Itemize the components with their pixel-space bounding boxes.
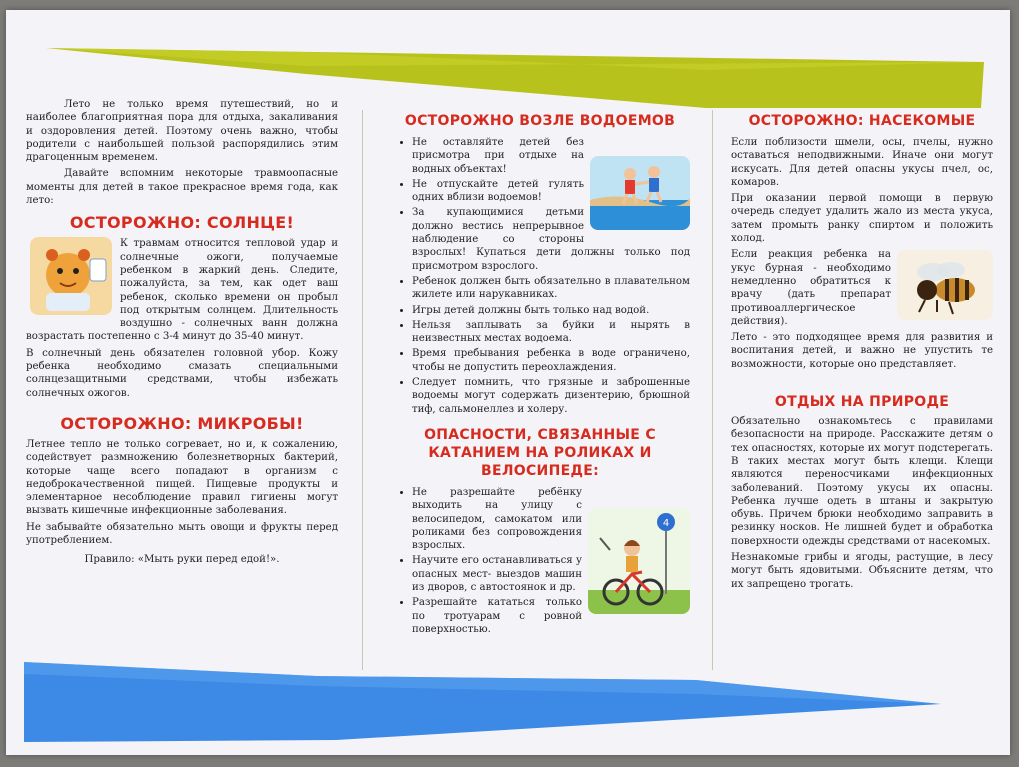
list-item: • Не оставляйте детей без присмотра при отдыхе на водных объектах!: [412, 136, 690, 176]
insects-heading: ОСТОРОЖНО: НАСЕКОМЫЕ: [748, 113, 976, 129]
child-on-bicycle-illustration: [588, 508, 690, 614]
column-water-safety: [390, 98, 690, 638]
sun-text: К травмам относится тепловой удар и солнечные ожоги, получаемые ребенком в жаркий день. Следите, пожалуйста, за тем, как одет ваш ребенок, сколько времени он пробыл под открытым солнцем. Длительность воздушно - солнечных ванн должна возрастать постепенно с 3-4 минут до 35-40 минут.: [26, 238, 338, 343]
children-at-water-illustration: [590, 156, 690, 230]
insects-text-3: Если реакция ребенка на укус бурная - необходимо немедленно обратиться к врачу (дать препарат противоаллергическое действия).: [731, 249, 891, 327]
column-summer-safety: [26, 98, 338, 570]
insects-text: Если поблизости шмели, осы, пчелы, нужно оставаться неподвижными. Иначе они могут искусать. Для детей опасны укусы пчел, ос, комаров.: [731, 137, 993, 188]
insects-text-2: При оказании первой помощи в первую очередь следует удалить жало из места укуса, затем промыть ранку спиртом и положить холод.: [731, 193, 993, 245]
germs-heading: ОСТОРОЖНО: МИКРОБЫ!: [60, 413, 304, 433]
column-divider-right: [712, 110, 713, 670]
sun-heading: ОСТОРОЖНО: СОЛНЦЕ!: [69, 213, 295, 233]
list-item: • Ребенок должен быть обязательно в плавательном жилете или нарукавниках.: [412, 275, 690, 302]
intro-paragraph-2: Давайте вспомним некоторые травмоопасные моменты для детей в такое прекрасное время года, как лето:: [26, 168, 338, 207]
nature-text-2: Незнакомые грибы и ягоды, растущие, в лесу могут быть ядовитыми. Объясните детям, что их запрещено трогать.: [731, 552, 993, 590]
intro-paragraph: Лето не только время путешествий, но и наиболее благоприятная пора для отдыха, закаливания и оздоровления детей. Поэтому очень важно, чтобы родители с наибольшей пользой распорядились этим драгоценным временем.: [26, 99, 338, 164]
germs-text: Летнее тепло не только согревает, но и, к сожалению, содействует размножению болезнетворных бактерий, которые чаще всего попадают в организм с недоброкачественной пищей. Пищевые продукты и элементарное несоблюдение правил гигиены могут вызвать кишечные инфекционные заболевания.: [26, 438, 338, 517]
water-heading: ОСТОРОЖНО ВОЗЛЕ ВОДОЕМОВ: [404, 113, 676, 129]
sun-text-2: В солнечный день обязателен головной убор. Кожу ребенка необходимо смазать специальными солнцезащитными средствами, чтобы избежать солнечных ожогов.: [26, 347, 338, 399]
list-item: • Не разрешайте ребёнку выходить на улицу с велосипедом, самокатом или роликами без сопровождения взрослых.: [412, 486, 690, 552]
road-sign-number: 4: [662, 517, 670, 529]
sunburned-child-illustration: [30, 237, 112, 315]
bottom-blue-band: [6, 650, 1010, 755]
list-item: • Не отпускайте детей гулять одних вблизи водоемов!: [412, 178, 690, 205]
list-item: • Игры детей должны быть только над водой.: [412, 304, 690, 317]
skate-heading: ОПАСНОСТИ, СВЯЗАННЫЕ С КАТАНИЕМ НА РОЛИКАХ И ВЕЛОСИПЕДЕ:: [424, 426, 656, 479]
germs-text-2: Не забывайте обязательно мыть овощи и фрукты перед употреблением.: [26, 521, 338, 547]
leaflet-sheet: [6, 10, 1010, 755]
nature-text: Обязательно ознакомьтесь с правилами безопасности на природе. Расскажите детям о тех опасностях, которые их могут подстерегать. В таких местах могут быть клещи. Клещи являются переносчиками инфекционных заболеваний. Поэтому укусы их опасны. Ребенка лучше одеть в штаны и закрытую обувь. Причем брюки необходимо заправить в резинку носков. Не лишней будет и обработка поверхности одежды средствами от насекомых.: [731, 416, 993, 547]
list-item: • За купающимися детьми должно вестись непрерывное наблюдение со стороны взрослых! Купаться дети должны только под присмотром взрослого.: [412, 206, 690, 272]
list-item: • Время пребывания ребенка в воде ограничено, чтобы не допустить переохлаждения.: [412, 347, 690, 374]
bee-illustration: [897, 250, 993, 320]
list-item: • Нельзя заплывать за буйки и нырять в неизвестных местах водоема.: [412, 319, 690, 346]
insects-text-4: Лето - это подходящее время для развития и воспитания детей, и важно не упустить те возможности, которые оно представляет.: [731, 332, 993, 370]
column-insects-nature: [731, 98, 993, 594]
column-divider-left: [362, 110, 363, 670]
list-item: • Разрешайте кататься только по тротуарам с ровной поверхностью.: [412, 596, 690, 636]
hygiene-rule: Правило: «Мыть руки перед едой!».: [84, 554, 280, 566]
list-item: • Научите его останавливаться у опасных мест- выездов машин из дворов, с автостоянок и др.: [412, 554, 690, 594]
list-item: • Следует помнить, что грязные и заброшенные водоемы могут содержать дизентерию, брюшной тиф, сальмонеллез и холеру.: [412, 376, 690, 416]
nature-heading: ОТДЫХ НА ПРИРОДЕ: [774, 394, 950, 411]
